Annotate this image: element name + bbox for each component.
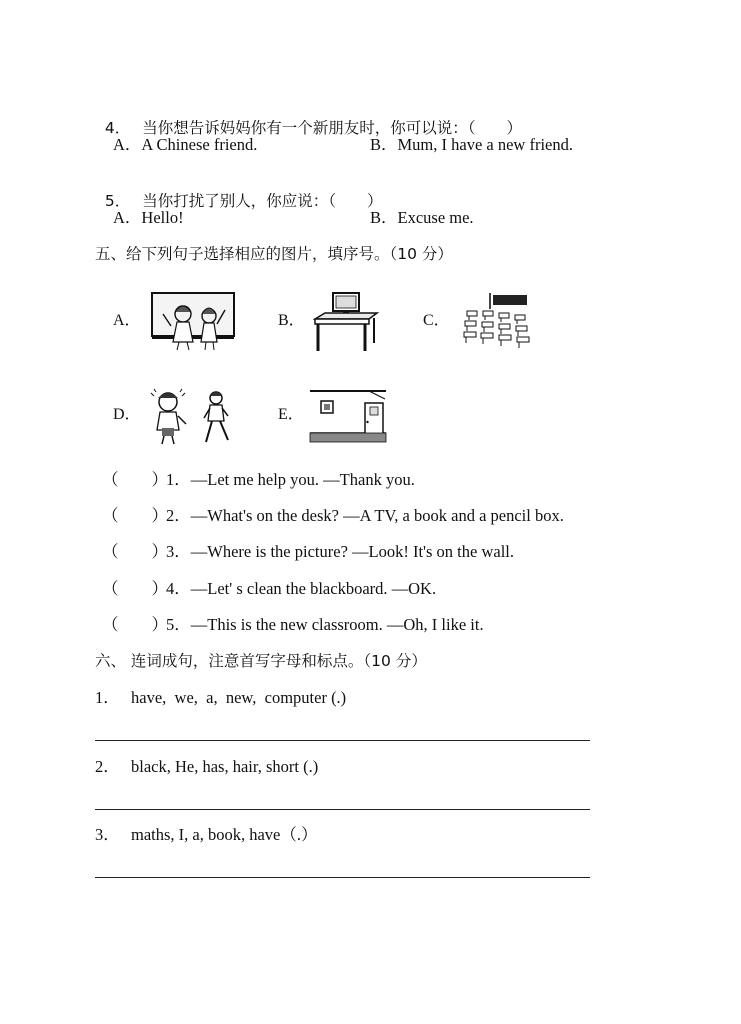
- section5-item-2: 2．—What's on the desk? —A TV, a book and a pencil box.: [166, 506, 564, 525]
- classroom-desks-picture: [463, 291, 533, 351]
- answer-line-1[interactable]: [95, 740, 590, 741]
- section5-item-3: 3．—Where is the picture? —Look! It's on the wall.: [166, 542, 514, 561]
- section6-heading: 六、 连词成句，注意首写字母和标点。（10 分）: [95, 652, 427, 670]
- picture-label-c: C．: [423, 312, 450, 329]
- section6-item-2-words: black, He, has, hair, short (.): [131, 757, 319, 776]
- section5-item-5: 5．—This is the new classroom. —Oh, I like it.: [166, 615, 484, 634]
- answer-blank-3[interactable]: （ ）: [102, 542, 168, 561]
- answer-blank-1[interactable]: （ ）: [102, 470, 168, 489]
- picture-label-a: A．: [113, 312, 141, 329]
- section5-item-1: 1．—Let me help you. —Thank you.: [166, 470, 415, 489]
- section5-item-4: 4．—Let' s clean the blackboard. —OK.: [166, 579, 437, 598]
- picture-label-e: E．: [278, 406, 304, 423]
- picture-label-d: D．: [113, 406, 141, 423]
- q5-option-b: B．Excuse me.: [370, 208, 474, 227]
- section6-item-3-words: maths, I, a, book, have（.）: [131, 825, 318, 844]
- q5-question: [95, 171, 383, 211]
- desk-with-computer-picture: [313, 291, 379, 353]
- q4-option-a: A．A Chinese friend.: [113, 135, 258, 154]
- wall-with-picture-and-door-picture: [309, 389, 387, 443]
- section5-heading: 五、给下列句子选择相应的图片，填序号。（10 分）: [95, 245, 453, 263]
- children-cleaning-picture: [148, 388, 238, 446]
- section6-item-1-words: have, we, a, new, computer (.): [131, 688, 347, 707]
- answer-line-3[interactable]: [95, 877, 590, 878]
- section6-item-2-number: 2．: [95, 757, 120, 776]
- section6-item-1-number: 1．: [95, 688, 120, 707]
- answer-line-2[interactable]: [95, 809, 590, 810]
- q5-text: 当你打扰了别人，你应说：（ ）: [142, 192, 383, 210]
- picture-label-b: B．: [278, 312, 305, 329]
- answer-blank-5[interactable]: （ ）: [102, 615, 168, 634]
- q5-option-a: A．Hello!: [113, 208, 184, 227]
- section6-item-3-number: 3．: [95, 825, 120, 844]
- answer-blank-4[interactable]: （ ）: [102, 579, 168, 598]
- answer-blank-2[interactable]: （ ）: [102, 506, 168, 525]
- classroom-blackboard-girls-picture: [151, 292, 235, 352]
- q4-question: [95, 98, 522, 138]
- q4-option-b: B．Mum, I have a new friend.: [370, 135, 573, 154]
- q5-number: 5．: [104, 192, 131, 210]
- q4-text: 当你想告诉妈妈你有一个新朋友时，你可以说：（ ）: [142, 119, 522, 137]
- q4-number: 4．: [104, 119, 131, 137]
